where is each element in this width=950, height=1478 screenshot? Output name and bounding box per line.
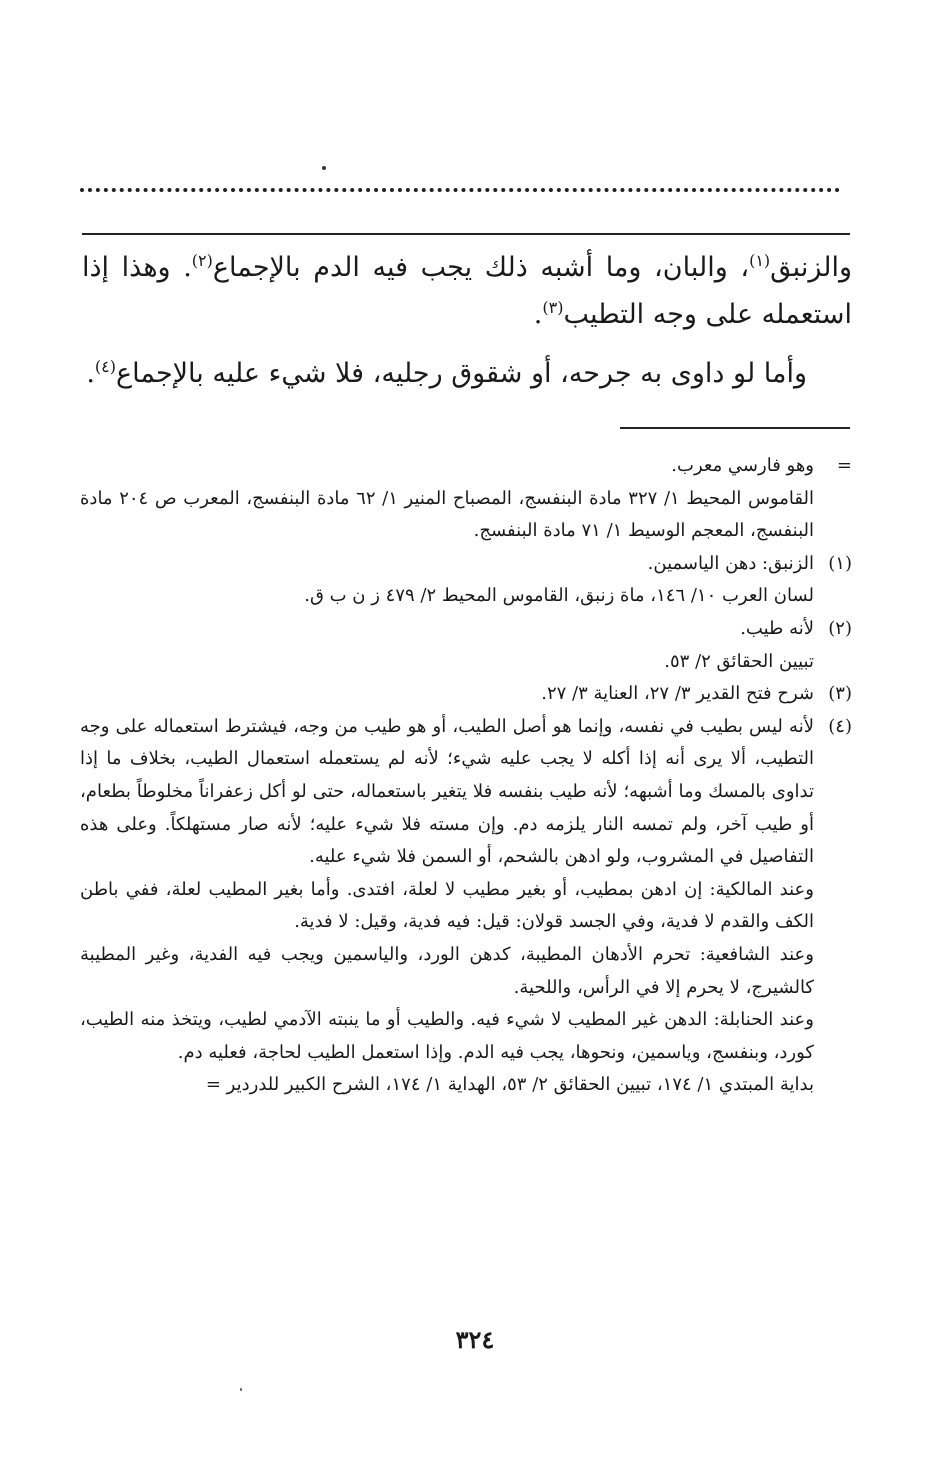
footnote-1 — [80, 548, 852, 613]
main-text — [82, 244, 852, 397]
footnote-text: الزنبق: دهن الياسمين. — [647, 552, 814, 574]
footnote-text: لأنه طيب. — [740, 617, 814, 639]
header-rule — [82, 233, 850, 235]
footnote-text-maliki: وعند المالكية: إن ادهن بمطيب، أو بغير مطيب لا لعلة، افتدى. وأما بغير المطيب لعلة، ففي باطن الكف والقدم لا فدية، وفي الجسد قولان: قيل: فيه فدية، وقيل: لا فدية. — [80, 878, 814, 933]
dotted-separator — [80, 188, 840, 192]
footnote-text: وهو فارسي معرب. — [671, 455, 814, 476]
footnote-continuation — [80, 450, 852, 548]
main-paragraph-2: وأما لو داوى به جرحه، أو شقوق رجليه، فلا شيء عليه بالإجماع$^{(٤)}$. — [86, 357, 807, 389]
footnote-marker: = — [836, 455, 852, 476]
footnote-marker: (٣) — [828, 683, 852, 705]
footnote-ref-4[interactable]: (٤) — [94, 357, 117, 376]
footnote-text-shafii: وعند الشافعية: تحرم الأدهان المطيبة، كدهن الورد، والياسمين ويجب فيه الفدية، وغير المطيبة كالشيرج، لا يحرم إلا في الرأس، واللحية. — [80, 943, 814, 998]
footnote-source: شرح فتح القدير ٣/ ٢٧، العناية ٣/ ٢٧. — [541, 683, 814, 705]
main-paragraph-1: والزنبق$^{(١)}$، والبان، وما أشبه ذلك يجب فيه الدم بالإجماع$^{(٢)}$. وهذا إذا استعمله على وجه التطيب$^{(٣)}$. — [82, 251, 852, 330]
stray-dot — [322, 166, 326, 170]
scan-mark — [240, 1388, 242, 1391]
footnote-4 — [80, 711, 852, 1102]
footnote-source: لسان العرب ١٠/ ١٤٦، ماة زنبق، القاموس المحيط ٢/ ٤٧٩ ز ن ب ق. — [304, 585, 814, 607]
footnote-marker: (٤) — [828, 715, 852, 737]
footnote-ref-1[interactable]: (١) — [749, 251, 771, 270]
footnote-marker: (١) — [828, 552, 852, 574]
footnote-source: تبيين الحقائق ٢/ ٥٣. — [664, 650, 814, 672]
footnote-rule — [620, 427, 850, 429]
footnotes — [80, 450, 852, 1102]
footnote-text: لأنه ليس بطيب في نفسه، وإنما هو أصل الطيب، أو هو طيب من وجه، فيشترط استعماله على وجه التطيب، ألا يرى أنه إذا أكله لا يجب عليه شيء؛ لأنه لم يستعمله استعمال الطيب، بخلاف ما إذا تداوى بالمسك وما أشبهه؛ لأنه طيب بنفسه فلا يتغير باستعماله، حتى لو أكل زعفراناً مخلوطاً بطعام، أو طيب آخر، ولم تمسه النار يلزمه دم. وإن مسته فلا شيء عليه؛ لأنه صار مستهلكاً. وعلى هذه التفاصيل في المشروب، ولو ادهن بالشحم، أو السمن فلا شيء عليه. — [80, 715, 814, 868]
footnote-source: بداية المبتدي ١/ ١٧٤، تبيين الحقائق ٢/ ٥٣، الهداية ١/ ١٧٤، الشرح الكبير للدردير = — [205, 1074, 814, 1096]
footnote-source: القاموس المحيط ١/ ٣٢٧ مادة البنفسج، المصباح المنير ١/ ٦٢ مادة البنفسج، المعرب ص ٢٠٤ مادة البنفسج، المعجم الوسيط ١/ ٧١ مادة البنفسج. — [80, 487, 814, 542]
page-number: ٣٢٤ — [455, 1325, 495, 1354]
footnote-ref-3[interactable]: (٣) — [542, 298, 564, 317]
footnote-marker: (٢) — [828, 617, 852, 639]
footnote-3 — [80, 678, 852, 711]
footnote-2 — [80, 613, 852, 678]
footnote-text-hanbali: وعند الحنابلة: الدهن غير المطيب لا شيء فيه. والطيب أو ما ينبته الآدمي لطيب، ويتخذ منه الطيب، كورد، وبنفسج، وياسمين، ونحوها، يجب فيه الدم. وإذا استعمل الطيب لحاجة، فعليه دم. — [80, 1009, 814, 1063]
footnote-ref-2[interactable]: (٢) — [191, 251, 213, 270]
